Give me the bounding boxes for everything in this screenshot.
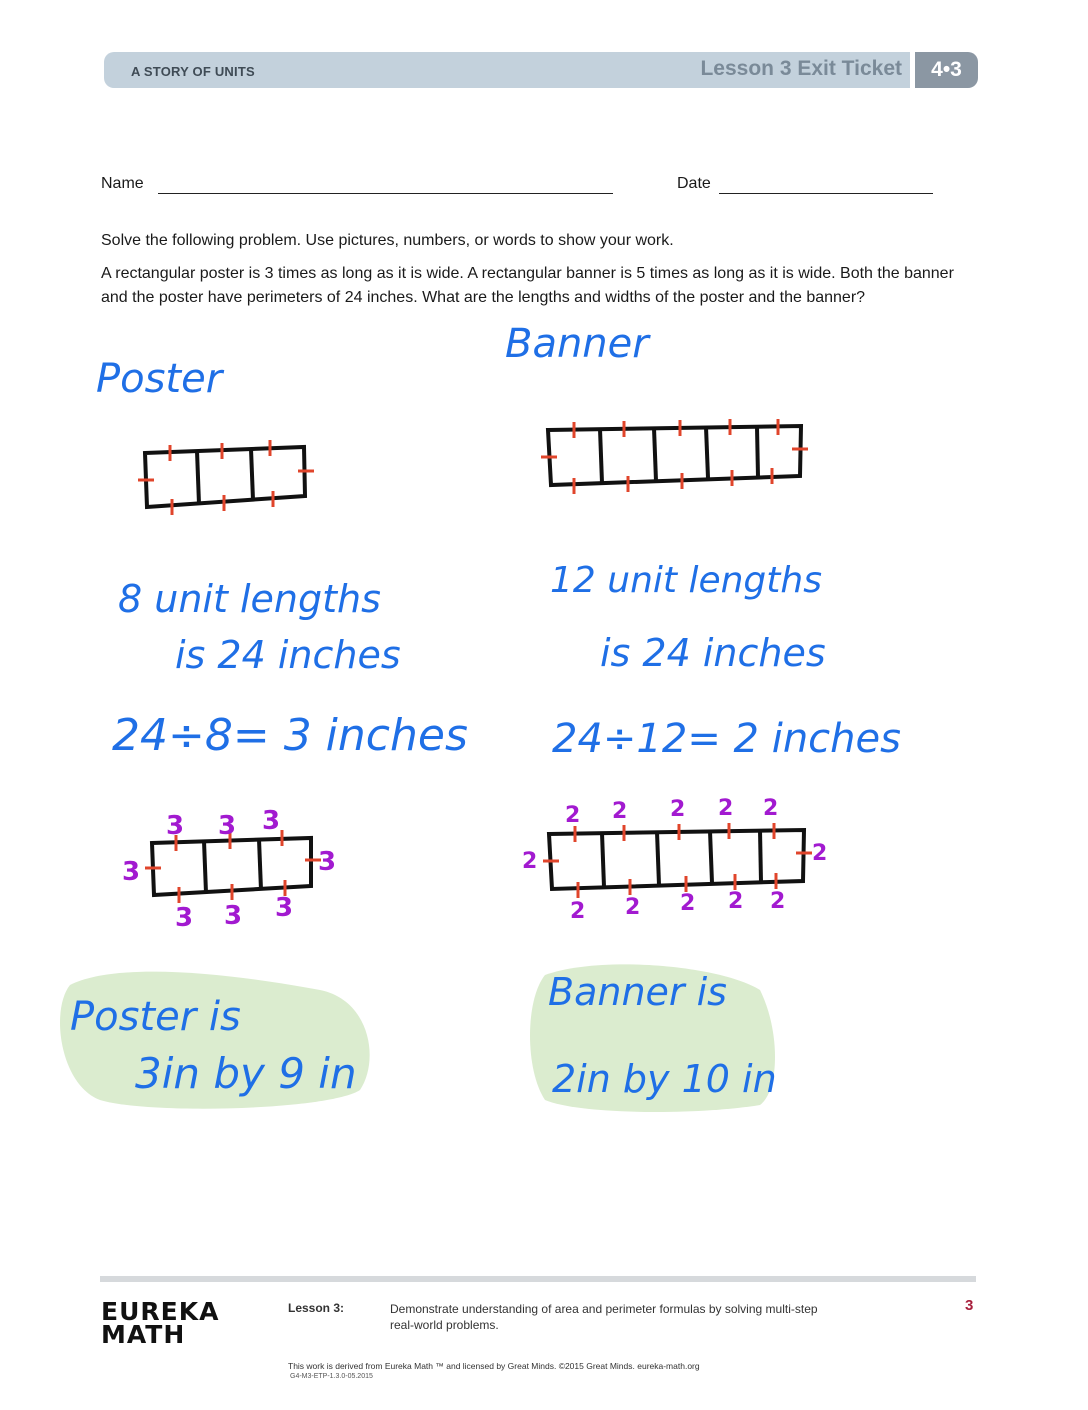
page-number: 3 [965, 1297, 974, 1314]
svg-text:2: 2 [612, 799, 628, 824]
poster-answer-line2: 3in by 9 in [135, 1049, 357, 1098]
problem-text: A rectangular poster is 3 times as long as it is wide. A rectangular banner is 5 times as long as it is wide. Both the banner and the poster have perimeters of 24 inches. What are the lengths and widths of the poster and the banner? [101, 265, 954, 306]
banner-diagram-1 [548, 426, 801, 485]
instructions-text: Solve the following problem. Use pictures, numbers, or words to show your work. [101, 232, 674, 249]
license-credit: This work is derived from Eureka Math ™ and licensed by Great Minds. ©2015 Great Minds. eureka-math.org [288, 1361, 700, 1371]
footer-rule [100, 1276, 976, 1282]
svg-text:2: 2 [763, 796, 779, 821]
svg-text:2: 2 [718, 796, 734, 821]
series-title: A STORY OF UNITS [131, 64, 255, 79]
logo-line1: EUREKA [101, 1297, 220, 1326]
svg-text:2: 2 [670, 797, 686, 822]
svg-text:2: 2 [728, 889, 744, 914]
svg-text:3: 3 [122, 857, 141, 887]
svg-text:2: 2 [570, 899, 586, 924]
poster-answer-line1: Poster is [70, 994, 241, 1040]
poster-units-line1: 8 unit lengths [118, 577, 381, 621]
svg-text:3: 3 [218, 811, 237, 841]
date-label: Date [677, 175, 711, 192]
banner-units-line2: is 24 inches [600, 631, 826, 675]
svg-text:2: 2 [680, 891, 696, 916]
logo-line2: MATH [101, 1320, 186, 1349]
svg-text:2: 2 [812, 841, 828, 866]
svg-text:3: 3 [175, 903, 194, 933]
poster-heading: Poster [96, 356, 223, 402]
eureka-math-logo [101, 1297, 220, 1349]
svg-text:3: 3 [224, 901, 243, 931]
svg-text:2: 2 [565, 803, 581, 828]
name-label: Name [101, 175, 144, 192]
banner-equation: 24÷12= 2 inches [552, 716, 901, 762]
banner-units-line1: 12 unit lengths [550, 560, 822, 601]
poster-units-line2: is 24 inches [175, 633, 401, 677]
svg-text:3: 3 [275, 893, 294, 923]
svg-text:2: 2 [522, 849, 538, 874]
lesson-title: Lesson 3 Exit Ticket [700, 57, 902, 80]
svg-text:2: 2 [625, 895, 641, 920]
banner-heading: Banner [505, 321, 649, 367]
module-badge: 4•3 [915, 52, 978, 88]
svg-text:3: 3 [262, 806, 281, 836]
document-code: G4-M3-ETP-1.3.0-05.2015 [290, 1373, 373, 1380]
svg-text:3: 3 [318, 847, 337, 877]
svg-text:3: 3 [166, 811, 185, 841]
footer-lesson-label: Lesson 3: [288, 1301, 345, 1315]
banner-answer-line2: 2in by 10 in [552, 1057, 777, 1101]
svg-text:2: 2 [770, 889, 786, 914]
poster-equation: 24÷8= 3 inches [112, 710, 468, 761]
footer-description: Demonstrate understanding of area and perimeter formulas by solving multi-step real-world problems. [390, 1302, 818, 1332]
banner-diagram-2 [549, 830, 804, 889]
banner-side-labels [522, 796, 827, 924]
banner-answer-line1: Banner is [548, 970, 727, 1014]
